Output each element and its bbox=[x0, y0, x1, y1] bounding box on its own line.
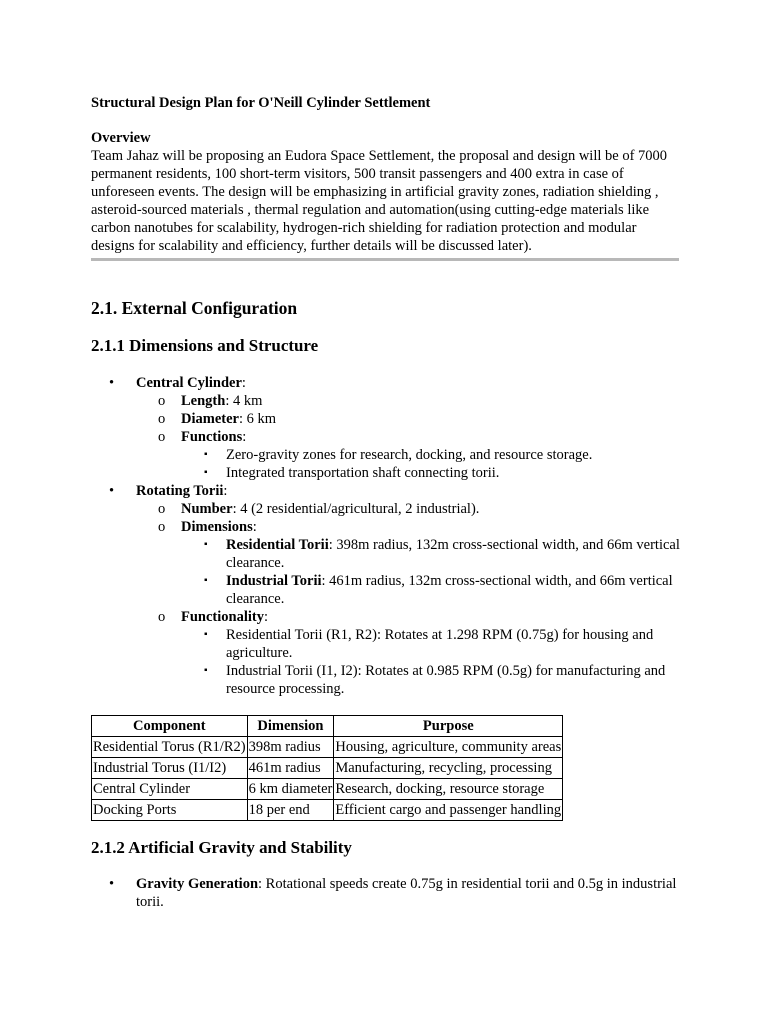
table-cell: 18 per end bbox=[247, 800, 334, 821]
overview-heading: Overview bbox=[91, 130, 151, 146]
list-item-functionality-detail: ▪ Industrial Torii (I1, I2): Rotates at 0.985 RPM (0.5g) for manufacturing and resource processing. bbox=[204, 663, 666, 697]
list-item-industrial-torii: ▪ Industrial Torii: 461m radius, 132m cross-sectional width, and 66m vertical clearance. bbox=[204, 573, 673, 607]
square-bullet-icon: ▪ bbox=[204, 539, 208, 550]
table-cell: Research, docking, resource storage bbox=[334, 779, 563, 800]
list-item-functions: o Functions: ▪ Zero-gravity zones for research, docking, and resource storage. ▪ Integrated transportation shaft connecting torii. bbox=[136, 428, 681, 482]
table-row bbox=[92, 800, 563, 821]
square-bullet-icon: ▪ bbox=[204, 629, 208, 640]
table-cell: Residential Torus (R1/R2) bbox=[92, 737, 248, 758]
list-item-number: o Number: 4 (2 residential/agricultural, 2 industrial). bbox=[158, 501, 480, 517]
bullet-icon: • bbox=[109, 375, 115, 391]
dimensions-sublist bbox=[181, 536, 681, 608]
list-item-diameter: o Diameter: 6 km bbox=[158, 411, 277, 427]
square-bullet-icon: ▪ bbox=[204, 575, 208, 586]
table-row bbox=[92, 737, 563, 758]
table-cell: Housing, agriculture, community areas bbox=[334, 737, 563, 758]
list-item-rotating-torii: • Rotating Torii: o Number: 4 (2 residential/agricultural, 2 industrial). o Dimensions: ▪ Residential Torii: 398m radius, 132m cross-sectional width, and 66m vertical clearance. ▪ Industrial Torii: 461m radius, 132m cross-sectional width, and 66m vertical clearance. o Functionality: ▪ Residential Torii (R1, R2): Rotates at 1.298 RPM (0.75g) for housing and agriculture. ▪ Industrial Torii (I1, I2): Rotates at 0.985 RPM (0.5g) for manufacturing and resource processing. bbox=[109, 483, 680, 697]
list-item-function: ▪ Integrated transportation shaft connecting torii. bbox=[204, 465, 500, 481]
circle-bullet-icon: o bbox=[158, 411, 166, 427]
table-cell: 6 km diameter bbox=[247, 779, 334, 800]
table-cell: Docking Ports bbox=[92, 800, 248, 821]
table-cell: Central Cylinder bbox=[92, 779, 248, 800]
bullet-icon: • bbox=[109, 483, 115, 499]
circle-bullet-icon: o bbox=[158, 393, 166, 409]
table-cell: Industrial Torus (I1/I2) bbox=[92, 758, 248, 779]
rotating-torii-sublist bbox=[136, 500, 681, 698]
dimensions-list bbox=[91, 374, 681, 698]
list-item-residential-torii: ▪ Residential Torii: 398m radius, 132m cross-sectional width, and 66m vertical clearance. bbox=[204, 537, 680, 571]
list-item-gravity-generation: • Gravity Generation: Rotational speeds create 0.75g in residential torii and 0.5g in industrial torii. bbox=[109, 876, 677, 910]
square-bullet-icon: ▪ bbox=[204, 449, 208, 460]
square-bullet-icon: ▪ bbox=[204, 665, 208, 676]
subsection-heading-artificial-gravity: 2.1.2 Artificial Gravity and Stability bbox=[91, 838, 352, 857]
functions-sublist bbox=[181, 446, 681, 482]
table-header-cell: Component bbox=[92, 716, 248, 737]
list-item-functionality: o Functionality: ▪ Residential Torii (R1, R2): Rotates at 1.298 RPM (0.75g) for housing and agriculture. ▪ Industrial Torii (I1, I2): Rotates at 0.985 RPM (0.5g) for manufacturing and resource processing. bbox=[136, 608, 681, 698]
central-cylinder-sublist bbox=[136, 392, 681, 482]
circle-bullet-icon: o bbox=[158, 519, 166, 535]
components-table bbox=[91, 715, 563, 821]
circle-bullet-icon: o bbox=[158, 501, 166, 517]
list-item-functionality-detail: ▪ Residential Torii (R1, R2): Rotates at 1.298 RPM (0.75g) for housing and agriculture. bbox=[204, 627, 654, 661]
square-bullet-icon: ▪ bbox=[204, 467, 208, 478]
list-item-dimensions: o Dimensions: ▪ Residential Torii: 398m radius, 132m cross-sectional width, and 66m vertical clearance. ▪ Industrial Torii: 461m radius, 132m cross-sectional width, and 66m vertical clearance. bbox=[158, 519, 680, 607]
table-cell: 398m radius bbox=[247, 737, 334, 758]
rotating-torii-label: Rotating Torii bbox=[136, 483, 224, 499]
table-header-row bbox=[92, 716, 563, 737]
table-cell: 461m radius bbox=[247, 758, 334, 779]
table-row bbox=[92, 758, 563, 779]
circle-bullet-icon: o bbox=[158, 429, 166, 445]
functionality-sublist bbox=[181, 626, 681, 698]
overview-paragraph: Team Jahaz will be proposing an Eudora Space Settlement, the proposal and design will be of 7000 permanent residents, 100 short-term visitors, 500 transit passengers and 400 extra in case of unforeseen events. The design will be emphasizing in artificial gravity zones, radiation shielding , asteroid-sourced materials , thermal regulation and automation(using cutting-edge materials like carbon nanotubes for scalability, hydrogen-rich shielding for radiation protection and modular designs for scalability and efficiency, further details will be discussed later). bbox=[91, 148, 668, 254]
section-heading-external-configuration: 2.1. External Configuration bbox=[91, 298, 298, 318]
circle-bullet-icon: o bbox=[158, 609, 166, 625]
document-content bbox=[91, 94, 681, 911]
central-cylinder-label: Central Cylinder bbox=[136, 375, 242, 391]
bullet-icon: • bbox=[109, 876, 115, 892]
gravity-list bbox=[91, 875, 681, 911]
list-item-length: o Length: 4 km bbox=[158, 393, 263, 409]
table-row bbox=[92, 779, 563, 800]
horizontal-rule bbox=[91, 258, 679, 261]
table-header-cell: Purpose bbox=[334, 716, 563, 737]
table-cell: Manufacturing, recycling, processing bbox=[334, 758, 563, 779]
table-cell: Efficient cargo and passenger handling bbox=[334, 800, 563, 821]
subsection-heading-dimensions: 2.1.1 Dimensions and Structure bbox=[91, 336, 319, 355]
table-header-cell: Dimension bbox=[247, 716, 334, 737]
list-item-central-cylinder: • Central Cylinder: o Length: 4 km o Diameter: 6 km o Functions: ▪ Zero-gravity zones for research, docking, and resource storage. ▪ Integrated transportation shaft connecting torii. bbox=[91, 374, 681, 482]
list-item-function: ▪ Zero-gravity zones for research, docking, and resource storage. bbox=[204, 447, 593, 463]
document-title: Structural Design Plan for O'Neill Cylinder Settlement bbox=[91, 95, 431, 111]
